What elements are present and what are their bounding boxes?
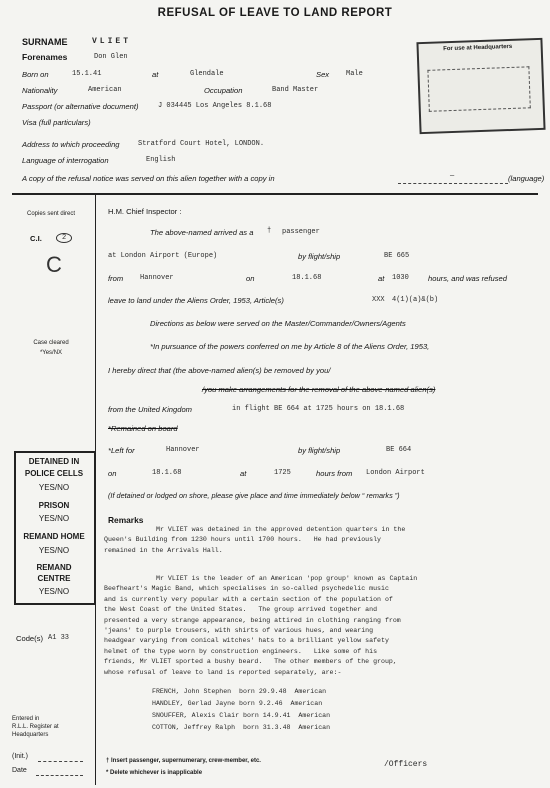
codes-value: A1 33 xyxy=(48,634,70,642)
left-by-flight-label: by flight/ship xyxy=(298,446,341,455)
struck-article: XXX xyxy=(372,296,385,304)
detained-note: (If detained or lodged on shore, please give place and time immediately below “ remarks ”) xyxy=(108,491,400,500)
by-flight-label: by flight/ship xyxy=(298,252,341,261)
directions-label: Directions as below were served on the Master/Commander/Owners/Agents xyxy=(150,319,406,328)
initd-label: (Init.) xyxy=(12,753,28,760)
language-suffix: (language) xyxy=(508,174,545,183)
hq-label: Headquarters xyxy=(12,732,49,738)
occupation-value: Band Master xyxy=(272,86,319,94)
member-row: SNOUFFER, Alexis Clair born 14.9.41 American xyxy=(152,712,331,719)
remarks-line: whose refusal of leave to land is reported separately, are:- xyxy=(104,668,342,676)
date-label: Date xyxy=(12,767,27,774)
remained-on-board: *Remained on board xyxy=(108,424,178,433)
article-value: 4(1)(a)&(b) xyxy=(392,296,439,304)
remarks-line: Mr VLIET was detained in the approved detention quarters in the xyxy=(156,526,406,533)
remand-label: REMAND xyxy=(36,563,72,572)
member-row: HANDLEY, Gerlad Jayne born 9.2.46 American xyxy=(152,700,323,707)
remarks-line: Mr VLIET is the leader of an American 'pop group' known as Captain xyxy=(156,575,418,582)
direct-label: I hereby direct that (the above-named alien(s) be removed by you/ xyxy=(108,366,331,375)
remarks-line: remained in the Arrivals Hall. xyxy=(104,546,223,554)
group-members-list xyxy=(152,686,330,734)
at2-label: at xyxy=(240,469,247,478)
on-label: on xyxy=(246,274,255,283)
passenger-value: passenger xyxy=(282,228,320,236)
prison-label: PRISON xyxy=(38,501,70,510)
from-label: from xyxy=(108,274,124,283)
nationality-label: Nationality xyxy=(22,86,58,95)
address-label: Address to which proceeding xyxy=(22,140,120,149)
officers-signature: /Officers xyxy=(384,760,428,769)
ci-value: 2 xyxy=(56,233,72,243)
surname-label: SURNAME xyxy=(22,37,68,47)
removal-flight: in flight BE 664 at 1725 hours on 18.1.68 xyxy=(232,405,405,413)
on2-label: on xyxy=(108,469,117,478)
arrival-flight: BE 665 xyxy=(384,252,410,260)
born-on-label: Born on xyxy=(22,70,49,79)
birthplace-at-label: at xyxy=(152,70,159,79)
language-value: English xyxy=(146,156,176,164)
copy-notice-label: A copy of the refusal notice was served on this alien together with a copy in xyxy=(22,174,275,183)
prison-yesno: YES/NO xyxy=(38,514,70,523)
left-for-label: *Left for xyxy=(108,446,135,455)
dagger-mark: † xyxy=(267,227,272,235)
left-for-place: Hannover xyxy=(166,446,200,454)
remand-centre-yesno: YES/NO xyxy=(38,587,70,596)
footnote-insert: † Insert passenger, supernumerary, crew-member, etc. xyxy=(106,758,261,764)
stamp-label: For use at Headquarters xyxy=(443,43,513,53)
remarks-line: headgear varying from conical witches' hats to a brilliant yellow safety xyxy=(104,637,389,645)
sex-label: Sex xyxy=(316,70,330,79)
arrival-airport: at London Airport (Europe) xyxy=(108,252,218,260)
police-cells-label: POLICE CELLS xyxy=(24,469,84,478)
remarks-para-2 xyxy=(104,574,417,678)
ci-mark: C xyxy=(46,252,62,277)
headquarters-stamp xyxy=(416,38,545,134)
copies-sent-label: Copies sent direct xyxy=(26,211,76,217)
at-label: at xyxy=(378,274,385,283)
birthplace-value: Glendale xyxy=(190,70,224,78)
remarks-line: and is currently very popular with a certain section of the population of xyxy=(104,595,393,603)
occupation-label: Occupation xyxy=(204,86,243,95)
rll-label: R.L.L. Register at xyxy=(12,724,59,730)
date-line xyxy=(36,775,83,776)
ci-label: C.I. xyxy=(30,234,42,243)
initd-line xyxy=(38,761,83,762)
member-row: FRENCH, John Stephen born 29.9.48 American xyxy=(152,688,327,695)
passport-value: J 034445 Los Angeles 8.1.68 xyxy=(158,102,272,110)
address-value: Stratford Court Hotel, LONDON. xyxy=(138,140,265,148)
footnote-delete: * Delete whichever is inapplicable xyxy=(106,770,203,776)
born-on-value: 15.1.41 xyxy=(72,70,102,78)
arrival-date: 18.1.68 xyxy=(292,274,322,282)
forenames-label: Forenames xyxy=(22,52,68,62)
remarks-line: 'jeans' to purple trousers, with shirts of various hues, and wearing xyxy=(104,627,374,635)
refused-label: hours, and was refused xyxy=(428,274,507,283)
from-uk-label: from the United Kingdom xyxy=(108,405,192,414)
surname-value: VLIET xyxy=(92,37,132,46)
remarks-line: presented a very strange appearance, being attired in clothing ranging from xyxy=(104,616,401,624)
remand-home-yesno: YES/NO xyxy=(38,546,70,555)
police-cells-yesno: YES/NO xyxy=(38,483,70,492)
copy-language-value: — xyxy=(450,172,455,180)
remarks-para-1 xyxy=(104,525,405,556)
left-from: London Airport xyxy=(366,469,425,477)
chief-inspector-label: H.M. Chief Inspector : xyxy=(108,207,182,216)
nationality-value: American xyxy=(88,86,122,94)
remand-home-label: REMAND HOME xyxy=(23,532,85,541)
centre-label: CENTRE xyxy=(37,574,71,583)
remarks-line: Queen's Building from 1230 hours until 1700 hours. He had previously xyxy=(104,536,381,544)
codes-label: Code(s) xyxy=(16,634,44,643)
page-title: REFUSAL OF LEAVE TO LAND REPORT xyxy=(157,7,393,19)
remarks-line: Beefheart's Magic Band, which specialises in so-called psychedelic music xyxy=(104,585,389,593)
header-divider xyxy=(12,193,538,195)
copy-language-line xyxy=(398,183,508,184)
left-flight: BE 664 xyxy=(386,446,412,454)
remarks-line: helmet of the type worn by construction engineers. Like some of his xyxy=(104,647,378,655)
struck-arrangements: /you make arrangements for the removal of the above-named alien(s) xyxy=(202,385,436,394)
from-place: Hannover xyxy=(140,274,174,282)
case-cleared-label: Case cleared xyxy=(33,340,69,346)
pursuance-label: *In pursuance of the powers conferred on me by Article 8 of the Aliens Order, 1953, xyxy=(150,342,430,351)
sex-value: Male xyxy=(346,70,363,78)
entered-label: Entered in xyxy=(12,716,40,722)
arrived-label: The above-named arrived as a xyxy=(150,228,254,237)
remarks-label: Remarks xyxy=(108,515,144,525)
detained-title: DETAINED IN xyxy=(28,457,80,466)
visa-label: Visa (full particulars) xyxy=(22,118,91,127)
left-date: 18.1.68 xyxy=(152,469,182,477)
passport-label: Passport (or alternative document) xyxy=(22,102,139,111)
forenames-value: Don Glen xyxy=(94,53,128,61)
member-row: COTTON, Jeffrey Ralph born 31.3.48 American xyxy=(152,724,331,731)
language-label: Language of interrogation xyxy=(22,156,109,165)
case-cleared-value: *Yes/NX xyxy=(39,350,63,356)
remarks-line: friends, Mr VLIET sported a bushy beard. The other members of the group, xyxy=(104,658,397,666)
stamp-inner-box xyxy=(427,66,530,112)
hours-from-label: hours from xyxy=(316,469,353,478)
leave-label: leave to land under the Aliens Order, 1953, Article(s) xyxy=(108,296,284,305)
remarks-line: the West Coast of the United States. The group arrived together and xyxy=(104,606,378,614)
arrival-time: 1030 xyxy=(392,274,409,282)
left-time: 1725 xyxy=(274,469,291,477)
